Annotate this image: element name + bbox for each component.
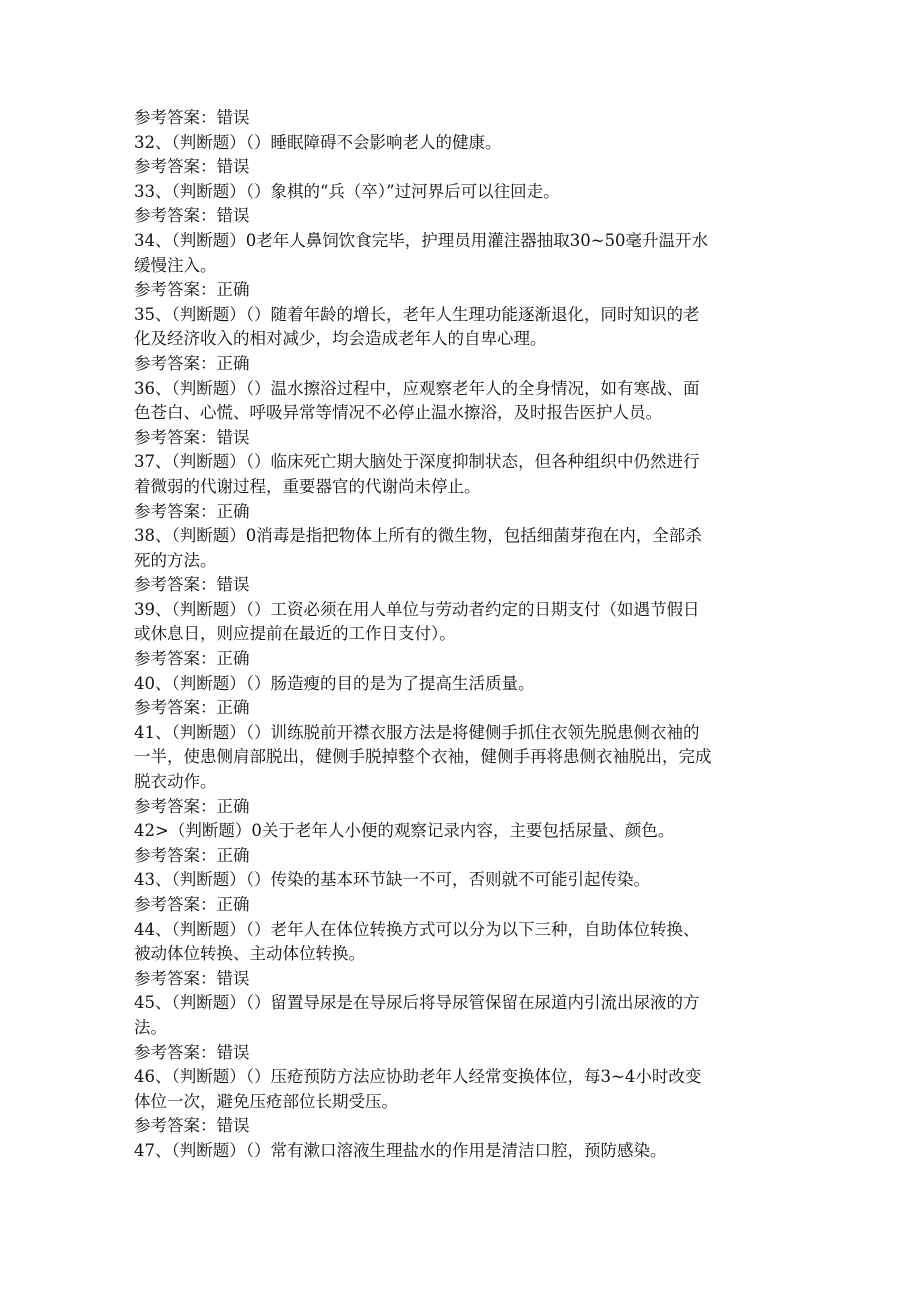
question-line: 44、（判断题）（）老年人在体位转换方式可以分为以下三种，自助体位转换、 xyxy=(134,919,700,939)
question-line: 34、（判断题）0老年人鼻饲饮食完毕，护理员用灌注器抽取30~50毫升温开水 xyxy=(134,230,709,250)
answer-line: 参考答案：正确 xyxy=(134,845,250,865)
question-line: 32、（判断题）（）睡眠障碍不会影响老人的健康。 xyxy=(134,132,502,152)
question-line: 体位一次，避免压疮部位长期受压。 xyxy=(134,1091,398,1111)
question-line: 45、（判断题）（）留置导尿是在导尿后将导尿管保留在尿道内引流出尿液的方 xyxy=(134,993,700,1013)
answer-line: 参考答案：错误 xyxy=(134,968,250,988)
answer-line: 参考答案：正确 xyxy=(134,698,250,718)
question-line: 42>（判断题）0关于老年人小便的观察记录内容，主要包括尿量、颜色。 xyxy=(134,821,675,841)
answer-line: 参考答案：正确 xyxy=(134,280,250,300)
question-line: 47、（判断题）（）常有漱口溶液生理盐水的作用是清洁口腔，预防感染。 xyxy=(134,1140,667,1160)
question-line: 38、（判断题）0消毒是指把物体上所有的微生物，包括细菌芽孢在内，全部杀 xyxy=(134,526,702,546)
answer-line: 参考答案：错误 xyxy=(134,575,250,595)
document-body xyxy=(134,106,790,1164)
question-line: 一半，使患侧肩部脱出，健侧手脱掉整个衣袖，健侧手再将患侧衣袖脱出，完成 xyxy=(134,747,712,767)
answer-line: 参考答案：正确 xyxy=(134,649,250,669)
question-line: 缓慢注入。 xyxy=(134,255,217,275)
question-line: 化及经济收入的相对减少，均会造成老年人的自卑心理。 xyxy=(134,329,547,349)
question-line: 36、（判断题）（）温水擦浴过程中，应观察老年人的全身情况，如有寒战、面 xyxy=(134,378,700,398)
question-line: 着微弱的代谢过程，重要器官的代谢尚未停止。 xyxy=(134,476,481,496)
answer-line: 参考答案：正确 xyxy=(134,796,250,816)
answer-line: 参考答案：错误 xyxy=(134,206,250,226)
answer-line: 参考答案：错误 xyxy=(134,157,250,177)
question-line: 40、（判断题）（）肠造瘦的目的是为了提高生活质量。 xyxy=(134,673,535,693)
answer-line: 参考答案：正确 xyxy=(134,895,250,914)
question-line: 脱衣动作。 xyxy=(134,772,217,792)
question-line: 41、（判断题）（）训练脱前开襟衣服方法是将健侧手抓住衣领先脱患侧衣袖的 xyxy=(134,722,700,742)
answer-line: 参考答案：正确 xyxy=(134,353,250,373)
answer-line: 参考答案：错误 xyxy=(134,427,250,447)
question-line: 37、（判断题）（）临床死亡期大脑处于深度抑制状态，但各种组织中仍然进行 xyxy=(134,452,700,472)
answer-line: 参考答案：错误 xyxy=(134,1116,250,1136)
question-line: 色苍白、心慌、呼吸异常等情况不必停止温水擦浴，及时报告医护人员。 xyxy=(134,403,662,423)
question-line: 39、（判断题）（）工资必须在用人单位与劳动者约定的日期支付（如遇节假日 xyxy=(134,599,700,619)
answer-line: 参考答案：错误 xyxy=(134,1042,250,1062)
answer-line: 参考答案：正确 xyxy=(134,501,250,521)
question-line: 法。 xyxy=(134,1017,167,1037)
answer-line: 参考答案：错误 xyxy=(134,108,250,127)
question-line: 死的方法。 xyxy=(134,550,217,570)
question-line: 或休息日，则应提前在最近的工作日支付）。 xyxy=(134,624,456,644)
question-line: 46、（判断题）（）压疮预防方法应协助老年人经常变换体位，每3~4小时改变 xyxy=(134,1067,702,1087)
question-line: 35、（判断题）（）随着年龄的增长，老年人生理功能逐渐退化，同时知识的老 xyxy=(134,304,700,324)
question-line: 33、（判断题）（）象棋的“兵（卒）”过河界后可以往回走。 xyxy=(134,181,560,201)
question-line: 被动体位转换、主动体位转换。 xyxy=(134,944,365,964)
question-line: 43、（判断题）（）传染的基本环节缺一不可，否则就不可能引起传染。 xyxy=(134,870,650,890)
